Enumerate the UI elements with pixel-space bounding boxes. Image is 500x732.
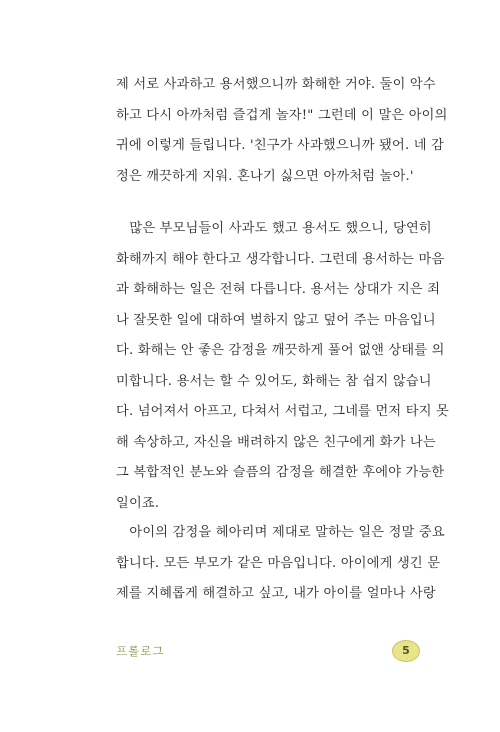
text-line: 그 복합적인 분노와 슬픔의 감정을 해결한 후에야 가능한 — [116, 465, 445, 480]
section-label: 프롤로그 — [116, 644, 165, 658]
text-line: 아이의 감정을 헤아리며 제대로 말하는 일은 정말 중요 — [116, 525, 445, 540]
text-line: 많은 부모님들이 사과도 했고 용서도 했으니, 당연히 — [116, 221, 432, 236]
paragraph-2 — [116, 214, 449, 519]
page-number-badge: 5 — [392, 640, 420, 662]
text-line: 미합니다. 용서는 할 수 있어도, 화해는 참 쉽지 않습니 — [116, 373, 432, 389]
text-line: 제를 지혜롭게 해결하고 싶고, 내가 아이를 얼마나 사랑 — [116, 586, 436, 601]
text-line: 귀에 이렇게 들립니다. '친구가 사과했으니까 됐어. 네 감 — [116, 138, 445, 153]
text-line: 정은 깨끗하게 지워. 혼나기 싫으면 아까처럼 놀아.' — [116, 168, 414, 184]
text-line: 다. 화해는 안 좋은 감정을 깨끗하게 풀어 없앤 상태를 의 — [116, 343, 445, 358]
text-line: 과 화해하는 일은 전혀 다릅니다. 용서는 상대가 지은 죄 — [116, 282, 441, 297]
text-line: 일이죠. — [116, 495, 160, 511]
text-line: 해 속상하고, 자신을 배려하지 않은 친구에게 화가 나는 — [116, 434, 436, 450]
paragraph-1 — [116, 70, 448, 192]
text-line: 하고 다시 아까처럼 즐겁게 놀자!" 그런데 이 말은 아이의 — [116, 107, 448, 123]
text-line: 나 잘못한 일에 대하여 벌하지 않고 덮어 주는 마음입니 — [116, 312, 436, 328]
text-line: 화해까지 해야 한다고 생각합니다. 그런데 용서하는 마음 — [116, 251, 445, 267]
text-line: 다. 넘어져서 아프고, 다쳐서 서럽고, 그네를 먼저 타지 못 — [116, 404, 449, 419]
text-line: 합니다. 모든 부모가 같은 마음입니다. 아이에게 생긴 문 — [116, 555, 441, 571]
paragraph-3 — [116, 518, 445, 610]
text-line: 제 서로 사과하고 용서했으니까 화해한 거야. 둘이 악수 — [116, 77, 436, 92]
